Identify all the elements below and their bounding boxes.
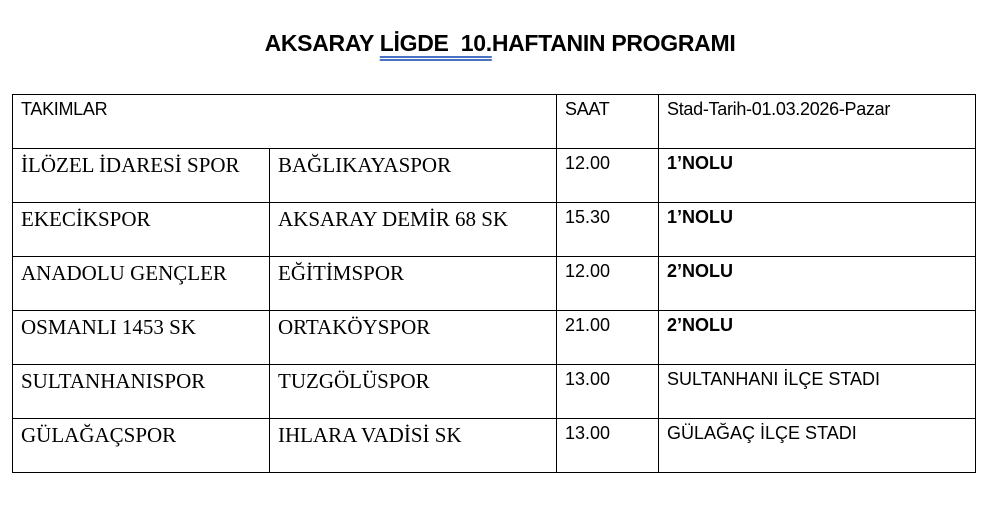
header-teams: TAKIMLAR bbox=[13, 95, 557, 149]
table-row bbox=[13, 311, 976, 365]
away-team: AKSARAY DEMİR 68 SK bbox=[270, 203, 557, 257]
title-part-1: AKSARAY bbox=[264, 30, 380, 56]
match-time: 12.00 bbox=[557, 149, 659, 203]
match-time: 21.00 bbox=[557, 311, 659, 365]
match-venue: 2’NOLU bbox=[659, 311, 976, 365]
schedule-table bbox=[12, 94, 976, 473]
match-time: 13.00 bbox=[557, 419, 659, 473]
match-venue: 2’NOLU bbox=[659, 257, 976, 311]
home-team: ANADOLU GENÇLER bbox=[13, 257, 270, 311]
table-row bbox=[13, 149, 976, 203]
home-team: OSMANLI 1453 SK bbox=[13, 311, 270, 365]
home-team: SULTANHANISPOR bbox=[13, 365, 270, 419]
home-team: GÜLAĞAÇSPOR bbox=[13, 419, 270, 473]
match-venue: SULTANHANI İLÇE STADI bbox=[659, 365, 976, 419]
match-venue: 1’NOLU bbox=[659, 149, 976, 203]
match-time: 12.00 bbox=[557, 257, 659, 311]
page-title bbox=[0, 30, 1000, 57]
table-row bbox=[13, 365, 976, 419]
match-time: 15.30 bbox=[557, 203, 659, 257]
header-venue: Stad-Tarih-01.03.2026-Pazar bbox=[659, 95, 976, 149]
home-team: EKECİKSPOR bbox=[13, 203, 270, 257]
away-team: EĞİTİMSPOR bbox=[270, 257, 557, 311]
away-team: TUZGÖLÜSPOR bbox=[270, 365, 557, 419]
table-row bbox=[13, 419, 976, 473]
away-team: IHLARA VADİSİ SK bbox=[270, 419, 557, 473]
table-row bbox=[13, 257, 976, 311]
title-part-3: HAFTANIN PROGRAMI bbox=[491, 30, 736, 56]
home-team: İLÖZEL İDARESİ SPOR bbox=[13, 149, 270, 203]
match-venue: 1’NOLU bbox=[659, 203, 976, 257]
away-team: BAĞLIKAYASPOR bbox=[270, 149, 557, 203]
match-time: 13.00 bbox=[557, 365, 659, 419]
match-venue: GÜLAĞAÇ İLÇE STADI bbox=[659, 419, 976, 473]
title-part-2: LİGDE 10. bbox=[379, 30, 492, 56]
table-row bbox=[13, 203, 976, 257]
away-team: ORTAKÖYSPOR bbox=[270, 311, 557, 365]
header-time: SAAT bbox=[557, 95, 659, 149]
table-header-row bbox=[13, 95, 976, 149]
